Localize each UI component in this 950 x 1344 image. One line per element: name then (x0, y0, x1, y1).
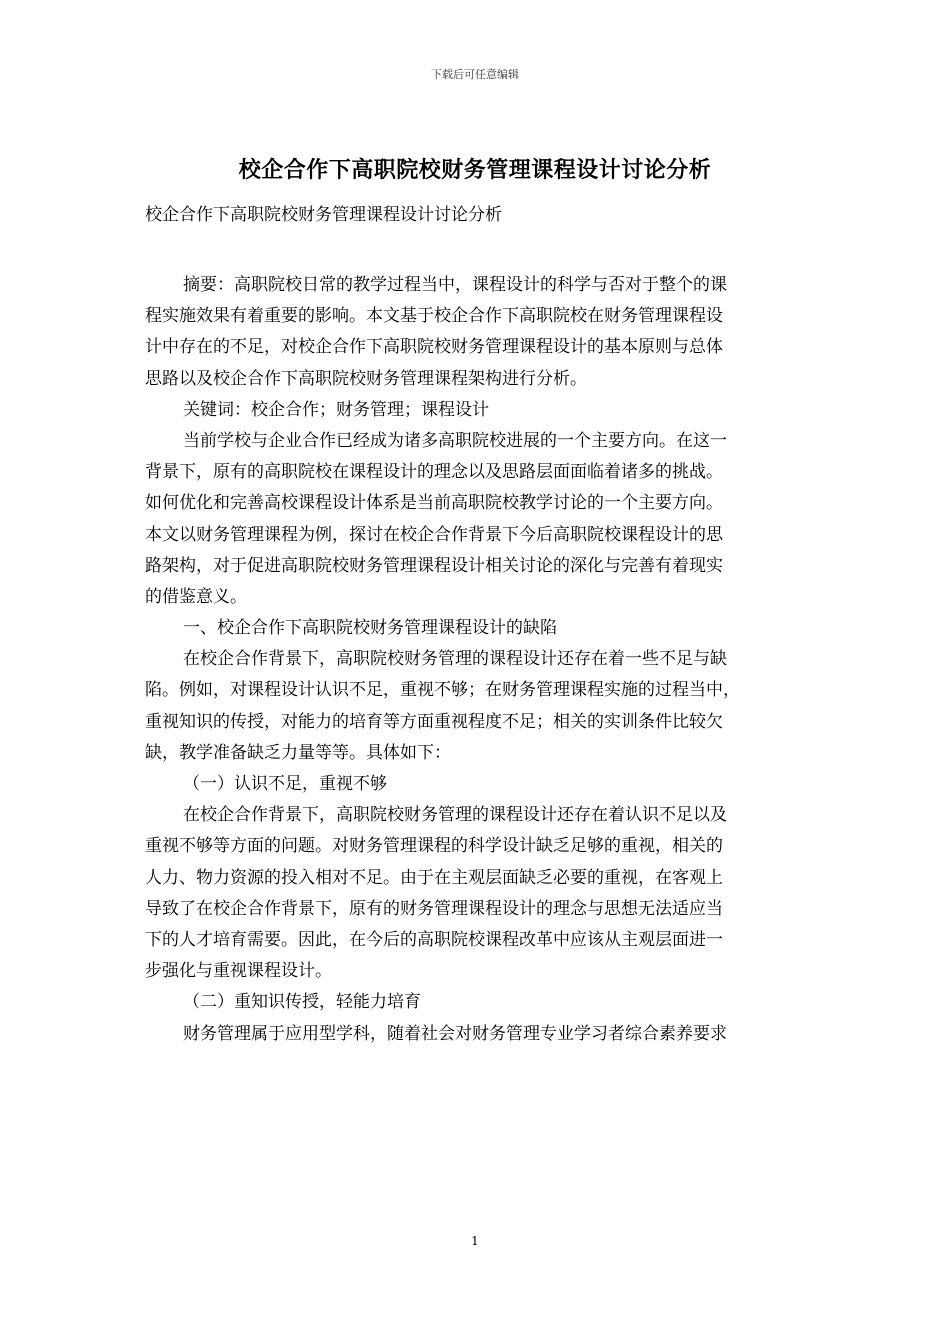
paragraph-line: 缺，教学准备缺乏力量等等。具体如下： (145, 742, 451, 763)
paragraph-line: 导致了在校企合作背景下，原有的财务管理课程设计的理念与思想无法适应当 (145, 898, 723, 919)
paragraph-line: 背景下，原有的高职院校在课程设计的理念以及思路层面面临着诸多的挑战。 (145, 462, 723, 483)
paragraph-line: 在校企合作背景下，高职院校财务管理的课程设计还存在着一些不足与缺 (183, 649, 727, 670)
paragraph-line: 重视知识的传授，对能力的培育等方面重视程度不足；相关的实训条件比较欠 (145, 711, 723, 732)
paragraph-line: 如何优化和完善高校课程设计体系是当前高职院校教学讨论的一个主要方向。 (145, 493, 723, 514)
abstract-line: 计中存在的不足，对校企合作下高职院校财务管理课程设计的基本原则与总体 (145, 337, 723, 358)
paragraph-line: 路架构，对于促进高职院校财务管理课程设计相关讨论的深化与完善有着现实 (145, 555, 723, 576)
paragraph-line: 步强化与重视课程设计。 (145, 961, 332, 982)
paragraph-line: 重视不够等方面的问题。对财务管理课程的科学设计缺乏足够的重视，相关的 (145, 836, 723, 857)
subsection-heading: （一）认识不足，重视不够 (183, 774, 387, 794)
abstract-line: 摘要：高职院校日常的教学过程当中，课程设计的科学与否对于整个的课 (183, 275, 727, 295)
page-number: 1 (471, 1234, 479, 1248)
abstract-line: 思路以及校企合作下高职院校财务管理课程架构进行分析。 (145, 368, 587, 389)
document-body (145, 200, 807, 1050)
paragraph-line: 在校企合作背景下，高职院校财务管理的课程设计还存在着认识不足以及 (183, 805, 727, 826)
keywords-line: 关键词：校企合作；财务管理；课程设计 (183, 399, 489, 420)
paragraph-line: 人力、物力资源的投入相对不足。由于在主观层面缺乏必要的重视，在客观上 (145, 867, 723, 888)
document-subtitle: 校企合作下高职院校财务管理课程设计讨论分析 (145, 205, 502, 225)
paragraph-line: 的借鉴意义。 (145, 586, 247, 607)
paragraph-line: 财务管理属于应用型学科，随着社会对财务管理专业学习者综合素养要求 (183, 1023, 727, 1044)
subsection-heading: （二）重知识传授，轻能力培育 (183, 992, 421, 1013)
header-note: 下载后可任意编辑 (431, 68, 519, 81)
paragraph-line: 本文以财务管理课程为例，探讨在校企合作背景下今后高职院校课程设计的思 (145, 524, 723, 545)
paragraph-line: 下的人才培育需要。因此，在今后的高职院校课程改革中应该从主观层面进一 (145, 929, 723, 950)
document-title: 校企合作下高职院校财务管理课程设计讨论分析 (238, 158, 712, 183)
spacer (145, 230, 807, 270)
section-heading: 一、校企合作下高职院校财务管理课程设计的缺陷 (183, 618, 557, 639)
paragraph-line: 陷。例如，对课程设计认识不足，重视不够；在财务管理课程实施的过程当中， (145, 680, 740, 701)
paragraph-line: 当前学校与企业合作已经成为诸多高职院校进展的一个主要方向。在这一 (183, 430, 727, 451)
abstract-line: 程实施效果有着重要的影响。本文基于校企合作下高职院校在财务管理课程设 (145, 306, 723, 327)
